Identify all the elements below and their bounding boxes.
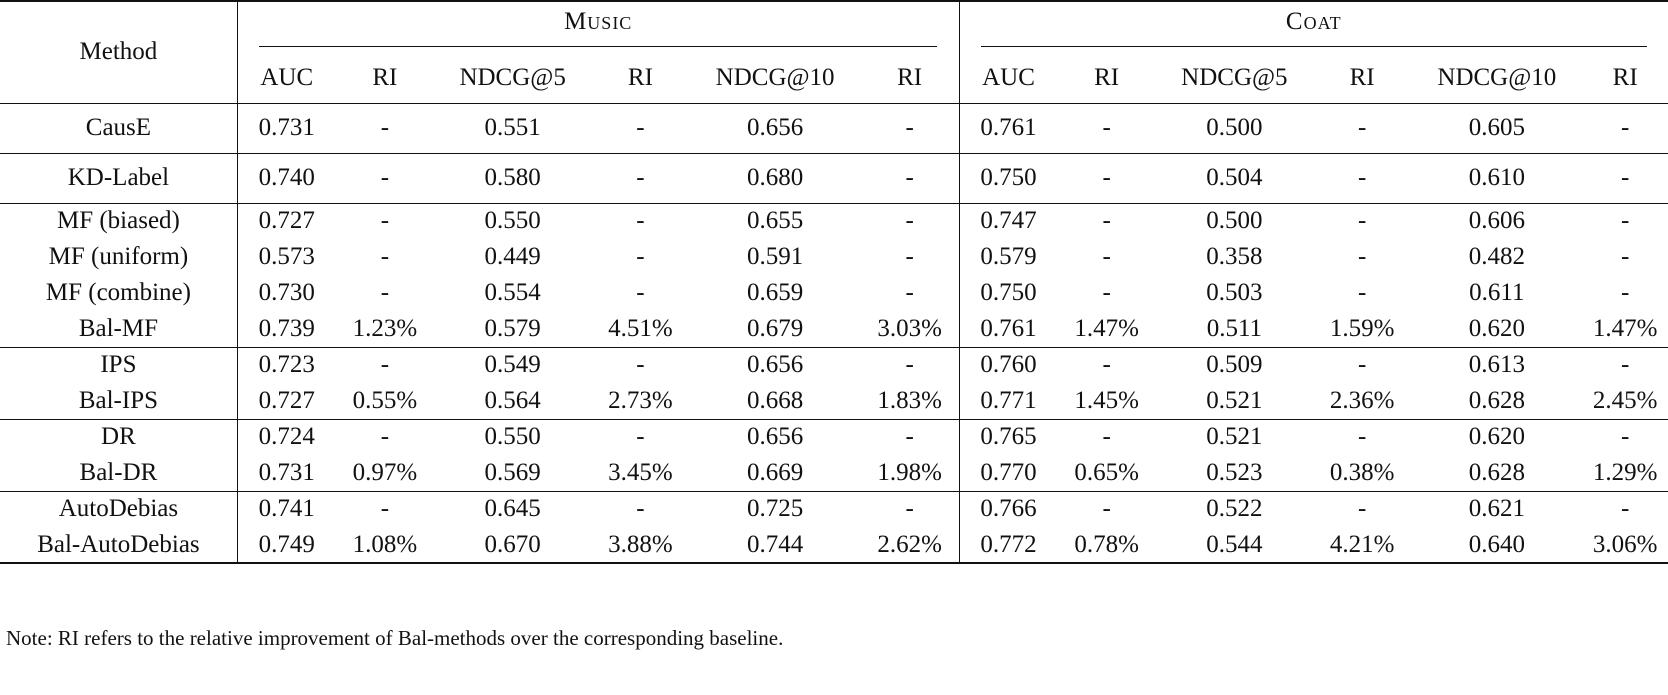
metric-cell: 0.611 — [1469, 279, 1525, 306]
coat-group-label: Coat — [981, 8, 1647, 47]
metric-cell: 0.606 — [1468, 207, 1525, 235]
ri-cell: - — [1357, 423, 1367, 451]
table-row — [0, 455, 1668, 491]
ri-cell: - — [861, 203, 959, 239]
metric-cell: 0.628 — [1468, 386, 1525, 414]
metric-cell: 0.504 — [1206, 164, 1263, 191]
metric-cell: 0.744 — [746, 530, 804, 558]
ri-cell: - — [861, 419, 959, 455]
method-header: Method — [0, 1, 237, 103]
ri-cell: - — [1621, 207, 1630, 235]
metric-cell: 0.656 — [746, 351, 804, 379]
ri-cell: - — [1621, 495, 1630, 523]
metric-cell: 0.511 — [1206, 314, 1263, 342]
method-cell: Bal-MF — [0, 311, 237, 347]
metric-cell: 0.731 — [258, 114, 315, 141]
coat-group-header — [959, 1, 1668, 53]
metric-cell: 0.750 — [980, 164, 1037, 191]
ri-cell: - — [636, 423, 645, 451]
metric-cell: 0.668 — [746, 386, 804, 414]
ri-cell: 3.03% — [861, 311, 959, 347]
method-cell: Bal-DR — [0, 455, 237, 491]
ri-cell: - — [1357, 279, 1367, 306]
method-cell: Bal-AutoDebias — [0, 527, 237, 563]
col-header: RI — [861, 53, 959, 103]
ri-cell: 0.38% — [1329, 458, 1395, 486]
ri-cell: 3.45% — [608, 458, 673, 486]
ri-cell: - — [380, 279, 390, 306]
ri-cell: - — [1357, 207, 1367, 235]
metric-cell: 0.659 — [746, 279, 804, 306]
ri-cell: 4.21% — [1329, 530, 1395, 558]
table-row — [0, 419, 1668, 455]
col-header: RI — [1612, 63, 1638, 91]
metric-cell: 0.628 — [1468, 458, 1525, 486]
metric-cell: 0.613 — [1468, 351, 1525, 379]
ri-cell: - — [636, 207, 645, 235]
ri-cell: - — [1357, 243, 1367, 270]
ri-cell: 0.78% — [1074, 530, 1139, 558]
ri-cell: - — [380, 164, 390, 191]
col-header: RI — [372, 63, 398, 91]
metric-cell: 0.551 — [484, 114, 541, 141]
ri-cell: 0.97% — [352, 458, 418, 486]
ri-cell: - — [1621, 423, 1630, 451]
ri-cell: 2.45% — [1592, 386, 1658, 414]
metric-cell: 0.760 — [980, 351, 1037, 379]
ri-cell: 4.51% — [608, 314, 673, 342]
ri-cell: - — [380, 243, 390, 270]
metric-cell: 0.521 — [1206, 386, 1263, 414]
ri-cell: - — [1621, 164, 1630, 191]
table-row — [0, 239, 1668, 275]
ri-cell: - — [1102, 495, 1111, 523]
ri-cell: - — [636, 164, 645, 191]
ri-cell: - — [1102, 279, 1111, 306]
metric-cell: 0.655 — [746, 207, 804, 235]
ri-cell: 1.47% — [1592, 314, 1658, 342]
metric-cell: 0.544 — [1206, 530, 1263, 558]
metric-cell: 0.640 — [1468, 530, 1525, 558]
metric-cell: 0.449 — [484, 243, 541, 270]
table-row — [0, 347, 1668, 383]
metric-cell: 0.724 — [258, 423, 315, 451]
ri-cell: - — [1621, 243, 1630, 270]
ri-cell: - — [636, 243, 645, 270]
metric-cell: 0.620 — [1468, 423, 1525, 451]
ri-cell: - — [861, 153, 959, 203]
ri-cell: 1.59% — [1329, 314, 1395, 342]
ri-cell: - — [1102, 207, 1111, 235]
ri-cell: 1.98% — [861, 455, 959, 491]
ri-cell: - — [861, 103, 959, 153]
metric-cell: 0.723 — [258, 351, 315, 379]
metric-cell: 0.766 — [980, 495, 1037, 523]
metric-cell: 0.770 — [980, 458, 1037, 486]
metric-cell: 0.564 — [484, 386, 541, 414]
col-header: NDCG@10 — [715, 63, 835, 91]
ri-cell: 1.45% — [1074, 386, 1139, 414]
method-cell: MF (combine) — [0, 275, 237, 311]
ri-cell: - — [636, 279, 645, 306]
ri-cell: 3.88% — [608, 530, 673, 558]
music-group-label: Music — [259, 8, 936, 47]
metric-cell: 0.591 — [746, 243, 804, 270]
col-header: AUC — [982, 63, 1035, 91]
col-header: AUC — [260, 63, 314, 91]
ri-cell: - — [1357, 495, 1367, 523]
ri-cell: 0.65% — [1074, 458, 1139, 486]
ri-cell: - — [1621, 279, 1630, 306]
ri-cell: 1.08% — [352, 530, 418, 558]
ri-cell: - — [1102, 423, 1111, 451]
ri-cell: 2.62% — [861, 527, 959, 563]
metric-cell: 0.656 — [746, 114, 804, 141]
metric-cell: 0.740 — [258, 164, 315, 191]
metric-cell: 0.554 — [484, 279, 541, 306]
ri-cell: - — [380, 423, 390, 451]
ri-cell: - — [861, 491, 959, 527]
method-cell: IPS — [0, 347, 237, 383]
metric-cell: 0.610 — [1468, 164, 1525, 191]
ri-cell: - — [636, 114, 645, 141]
ri-cell: 1.29% — [1592, 458, 1658, 486]
table-row — [0, 275, 1668, 311]
metric-cell: 0.549 — [484, 351, 541, 379]
header-column-row — [0, 53, 1668, 103]
metric-cell: 0.605 — [1468, 114, 1525, 141]
ri-cell: 1.83% — [861, 383, 959, 419]
ri-cell: - — [1102, 164, 1111, 191]
ri-cell: - — [1102, 351, 1111, 379]
metric-cell: 0.771 — [980, 386, 1037, 414]
metric-cell: 0.569 — [484, 458, 541, 486]
metric-cell: 0.761 — [980, 314, 1037, 342]
table-row — [0, 527, 1668, 563]
metric-cell: 0.679 — [746, 314, 804, 342]
metric-cell: 0.500 — [1206, 114, 1263, 141]
method-cell: KD-Label — [0, 153, 237, 203]
ri-cell: - — [1621, 114, 1630, 141]
method-cell: Bal-IPS — [0, 383, 237, 419]
metric-cell: 0.725 — [746, 495, 804, 523]
metric-cell: 0.573 — [258, 243, 315, 270]
table-row — [0, 383, 1668, 419]
ri-cell: 2.36% — [1329, 386, 1395, 414]
table-row — [0, 103, 1668, 153]
metric-cell: 0.670 — [484, 530, 541, 558]
metric-cell: 0.509 — [1206, 351, 1263, 379]
metric-cell: 0.727 — [258, 386, 315, 414]
ri-cell: 3.06% — [1592, 530, 1658, 558]
col-header: RI — [1349, 63, 1375, 91]
metric-cell: 0.550 — [484, 423, 541, 451]
metric-cell: 0.580 — [484, 164, 541, 191]
table-row — [0, 153, 1668, 203]
ri-cell: - — [1357, 114, 1367, 141]
metric-cell: 0.521 — [1206, 423, 1263, 451]
col-header: NDCG@5 — [459, 63, 566, 91]
ri-cell: - — [1621, 351, 1630, 379]
metric-cell: 0.550 — [484, 207, 541, 235]
metric-cell: 0.620 — [1468, 314, 1525, 342]
metric-cell: 0.621 — [1468, 495, 1525, 523]
ri-cell: - — [861, 239, 959, 275]
metric-cell: 0.747 — [980, 207, 1037, 235]
ri-cell: - — [636, 495, 645, 523]
metric-cell: 0.669 — [746, 458, 804, 486]
metric-cell: 0.727 — [258, 207, 315, 235]
metric-cell: 0.645 — [484, 495, 541, 523]
ri-cell: - — [861, 275, 959, 311]
col-header: RI — [627, 63, 653, 91]
col-header: NDCG@10 — [1437, 63, 1557, 91]
table-row — [0, 203, 1668, 239]
metric-cell: 0.730 — [258, 279, 315, 306]
col-header: NDCG@5 — [1181, 63, 1288, 91]
metric-cell: 0.500 — [1206, 207, 1263, 235]
results-body — [0, 103, 1668, 563]
ri-cell: - — [380, 351, 390, 379]
metric-cell: 0.680 — [746, 164, 804, 191]
header-group-row — [0, 1, 1668, 53]
music-group-header — [237, 1, 959, 53]
method-cell: CausE — [0, 103, 237, 153]
method-cell: MF (biased) — [0, 203, 237, 239]
metric-cell: 0.750 — [980, 279, 1037, 306]
col-header: RI — [1094, 63, 1120, 91]
table-row — [0, 491, 1668, 527]
ri-cell: - — [380, 495, 390, 523]
metric-cell: 0.739 — [258, 314, 315, 342]
metric-cell: 0.579 — [980, 243, 1037, 270]
metric-cell: 0.503 — [1206, 279, 1263, 306]
metric-cell: 0.765 — [980, 423, 1037, 451]
metric-cell: 0.656 — [746, 423, 804, 451]
ri-cell: - — [1357, 164, 1367, 191]
method-cell: AutoDebias — [0, 491, 237, 527]
method-cell: MF (uniform) — [0, 239, 237, 275]
metric-cell: 0.523 — [1206, 458, 1263, 486]
metric-cell: 0.772 — [980, 530, 1037, 558]
metric-cell: 0.741 — [258, 495, 315, 523]
ri-cell: - — [1357, 351, 1367, 379]
ri-cell: - — [380, 207, 390, 235]
ri-cell: - — [861, 347, 959, 383]
method-cell: DR — [0, 419, 237, 455]
ri-cell: - — [636, 351, 645, 379]
metric-cell: 0.761 — [980, 114, 1037, 141]
metric-cell: 0.579 — [484, 314, 541, 342]
ri-cell: 1.47% — [1074, 314, 1139, 342]
metric-cell: 0.358 — [1206, 243, 1263, 270]
ri-cell: 0.55% — [352, 386, 418, 414]
ri-cell: 2.73% — [608, 386, 673, 414]
metric-cell: 0.522 — [1206, 495, 1263, 523]
ri-cell: - — [1102, 243, 1111, 270]
table-row — [0, 311, 1668, 347]
metric-cell: 0.731 — [258, 458, 315, 486]
ri-cell: - — [380, 114, 390, 141]
ri-cell: 1.23% — [352, 314, 418, 342]
table-note: Note: RI refers to the relative improvement of Bal-methods over the corresponding baseline. — [6, 626, 784, 650]
ri-cell: - — [1102, 114, 1111, 141]
metric-cell: 0.749 — [258, 530, 315, 558]
metric-cell: 0.482 — [1468, 243, 1525, 270]
